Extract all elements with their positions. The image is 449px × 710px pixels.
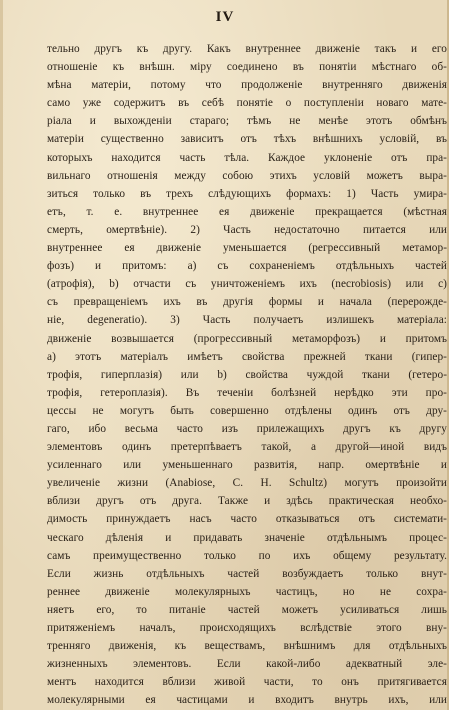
text-line: движенiе возвышается (прогрессивный метаморфозъ) и притомъ [47,332,447,345]
page-number: IV [215,9,235,25]
text-line: реннее движенiе молекулярныхъ частицъ, но не сохра- [47,585,447,598]
text-line: жизненныхъ элементовъ. Если какой-либо адекватный эле- [47,658,447,671]
text-line: Если жизнь отдѣльныхъ частей возбуждаетъ только внут- [47,567,447,580]
text-line: молекулярными ея частицами и входитъ внутрь ихъ, или [47,694,447,707]
text-line: мѣна матерiи, потому что продолженiе внутренняго движенiя [47,79,447,92]
text-line: усиленнаго или уменьшеннаго развитiя, напр. омертвѣнiе и [47,459,447,472]
text-line: отношенiе къ внѣшн. мiру соединено въ понятiи мѣстнаго об- [47,61,447,74]
text-line: фозъ) и притомъ: а) съ сохраненiемъ отдѣльныхъ частей [47,260,447,273]
text-line: которыхъ находится часть тѣла. Каждое уклоненiе отъ пра- [47,151,447,164]
text-line: трофiя, гиперплазiя) или b) свойства чуждой ткани (гетеро- [47,368,447,381]
text-line: тельно другъ къ другу. Какъ внутреннее движенiе такъ и его [47,43,447,55]
text-line: тренняго движенiя, къ веществамъ, внѣшнимъ для отдѣльныхъ [47,640,447,653]
text-line: няетъ его, то питанiе частей можетъ усиливаться лишь [47,603,447,616]
text-line: внутреннее ея движенiе уменьшается (регрессивный метамор- [47,242,447,255]
text-line: съ превращенiемъ ихъ въ другiя формы и начала (перерожде- [47,296,447,309]
text-line: (атрофiя), b) отчасти съ уничтоженiемъ ихъ (necrobiosis) или с) [47,278,447,291]
text-line: само уже содержитъ въ себѣ понятiе о поступленiи новаго мате- [47,97,447,110]
text-line: зиться только въ трехъ слѣдующихъ формахъ: 1) Часть умира- [47,187,447,200]
text-line: ческаго дѣленiя и придавать значенiе отдѣльнымъ процес- [47,531,447,544]
text-line: цессы не могутъ быть совершенно отдѣлены одинъ отъ дру- [47,404,447,417]
text-line: етъ, т. е. внутреннее ея движенiе прекращается (мѣстная [47,205,447,218]
text-line: элементовъ одинъ претерпѣваетъ такой, а другой—иной видъ [47,441,447,454]
text-line: гаго, ибо весьма часто изъ прилежащихъ другъ къ другу [47,422,447,435]
text-line: вблизи другъ отъ друга. Также и здѣсь практическая необхо- [47,495,447,508]
text-line: увеличенiе жизни (Anabiose, С. Н. Schultz) могутъ произойти [47,477,447,490]
text-line: рiала и выхожденiи стараго; тѣмъ не менѣе этотъ обмѣнъ [47,115,447,128]
text-line: трофiя, гетероплазiя). Въ теченiи болѣзней нерѣдко эти про- [47,386,447,399]
text-line: матерiи существенно зависитъ отъ тѣхъ внѣшнихъ условiй, въ [47,133,447,146]
text-line: смерть, омертвѣнiе). 2) Часть недостаточно питается или [47,223,447,236]
text-line: самъ преимущественно только по ихъ общему результату. [47,549,447,562]
text-line: димость принуждаетъ насъ часто отказываться отъ системати- [47,513,447,526]
text-line: вильнаго отношенiя между собою этихъ условiй можетъ выра- [47,169,447,182]
text-line: ментъ находится вблизи живой части, то онъ притягивается [47,676,447,689]
text-line: нiе, degeneratio). 3) Часть получаетъ излишекъ матерiала: [47,314,447,327]
text-line: притяженiемъ началъ, происходящихъ вслѣдствiе этого вну- [47,622,447,634]
text-line: а) этотъ матерiалъ имѣетъ свойства прежней ткани (гипер- [47,350,447,363]
body-text [47,40,447,709]
